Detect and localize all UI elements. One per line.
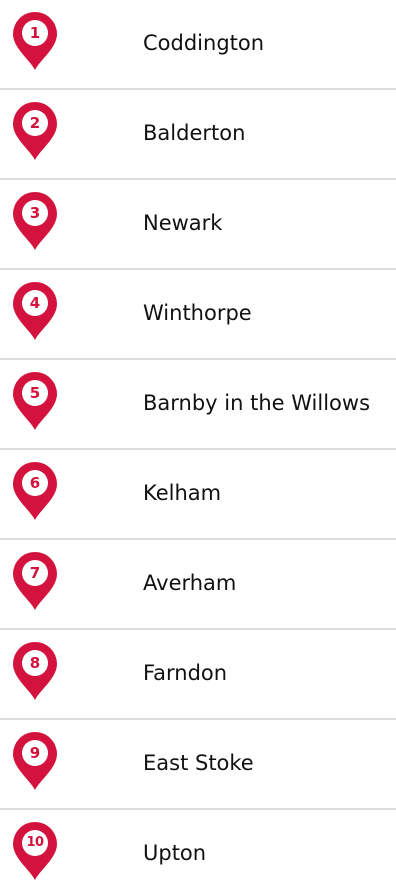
pin-number: 4 bbox=[29, 294, 41, 312]
place-name: Winthorpe bbox=[143, 301, 252, 325]
list-item[interactable] bbox=[0, 810, 396, 875]
pin-number: 2 bbox=[29, 114, 41, 132]
list-item[interactable] bbox=[0, 270, 396, 360]
place-name: Barnby in the Willows bbox=[143, 391, 371, 415]
map-pin-icon bbox=[10, 10, 60, 72]
pin-number: 3 bbox=[29, 204, 41, 222]
map-pin-icon bbox=[10, 100, 60, 162]
place-name: Balderton bbox=[143, 121, 246, 145]
pin-number: 5 bbox=[29, 384, 41, 402]
list-item[interactable] bbox=[0, 360, 396, 450]
map-pin-icon bbox=[10, 190, 60, 252]
pin-number: 10 bbox=[26, 835, 44, 850]
map-pin-icon bbox=[10, 820, 60, 882]
pin-number: 9 bbox=[29, 744, 41, 762]
pin-number: 8 bbox=[29, 654, 41, 672]
place-name: Farndon bbox=[143, 661, 228, 685]
list-item[interactable] bbox=[0, 630, 396, 720]
list-item[interactable] bbox=[0, 0, 396, 90]
pin-number: 1 bbox=[29, 24, 41, 42]
map-pin-icon bbox=[10, 370, 60, 432]
list-item[interactable] bbox=[0, 180, 396, 270]
map-pin-icon bbox=[10, 730, 60, 792]
place-name: Coddington bbox=[143, 31, 265, 55]
map-pin-icon bbox=[10, 280, 60, 342]
map-pin-icon bbox=[10, 640, 60, 702]
list-item[interactable] bbox=[0, 90, 396, 180]
map-pin-icon bbox=[10, 460, 60, 522]
pin-number: 6 bbox=[29, 474, 41, 492]
place-name: Newark bbox=[143, 211, 223, 235]
place-name: Averham bbox=[143, 571, 237, 595]
place-name: Upton bbox=[143, 841, 207, 865]
list-item[interactable] bbox=[0, 450, 396, 540]
place-name: East Stoke bbox=[143, 751, 254, 775]
pin-number: 7 bbox=[29, 564, 41, 582]
place-name: Kelham bbox=[143, 481, 222, 505]
list-item[interactable] bbox=[0, 720, 396, 810]
map-pin-icon bbox=[10, 550, 60, 612]
list-item[interactable] bbox=[0, 540, 396, 630]
